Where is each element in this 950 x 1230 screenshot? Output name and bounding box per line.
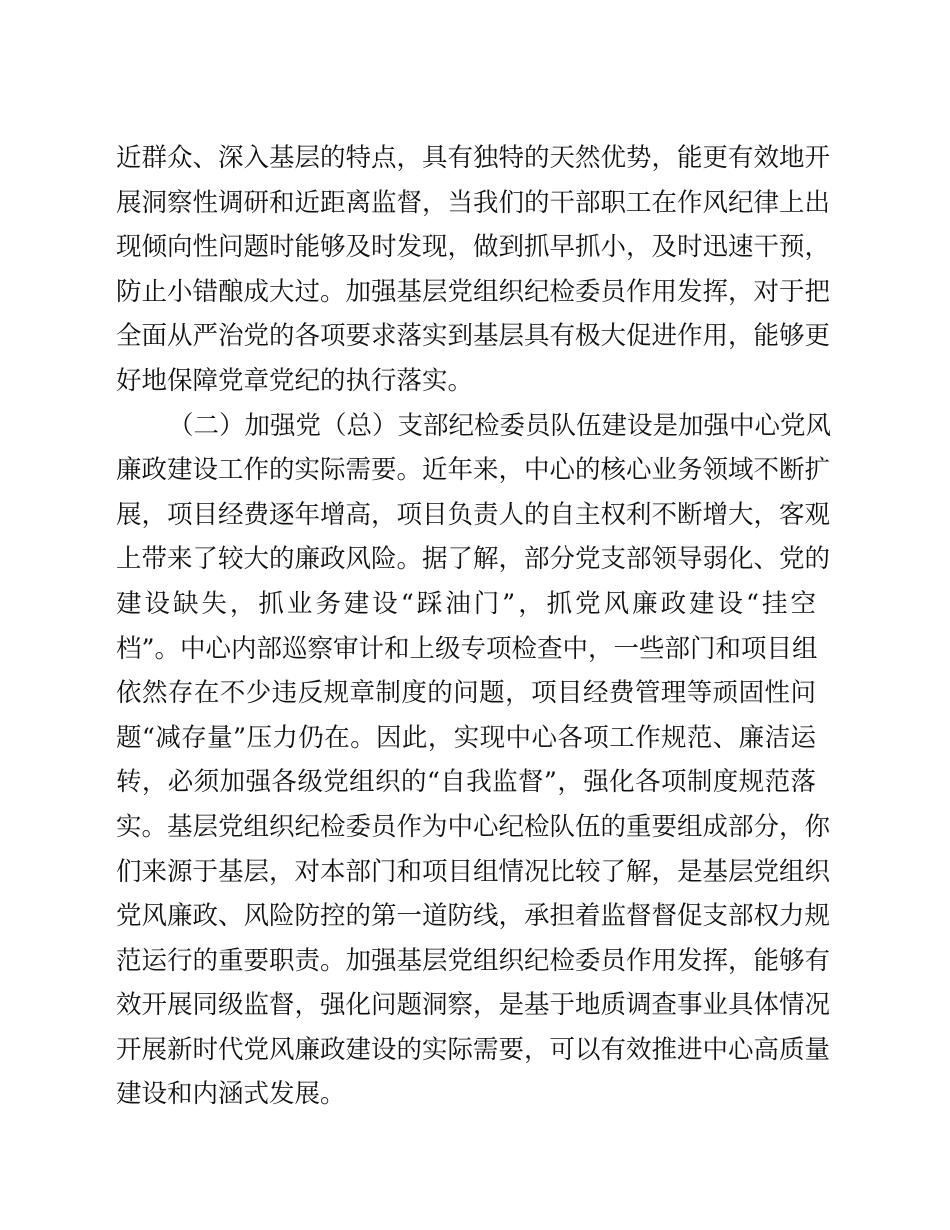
- text-line: 们来源于基层，对本部门和项目组情况比较了解，是基层党组织: [116, 856, 831, 887]
- text-line: 展洞察性调研和近距离监督，当我们的干部职工在作风纪律上出: [116, 187, 831, 218]
- paragraph-end-line: 好地保障党章党纪的执行落实。: [116, 365, 474, 396]
- text-line: 题“减存量”压力仍在。因此，实现中心各项工作规范、廉洁运: [116, 722, 816, 753]
- text-line: 展，项目经费逐年增高，项目负责人的自主权利不断增大，客观: [116, 499, 831, 530]
- text-line: 党风廉政、风险防控的第一道防线，承担着监督督促支部权力规: [116, 901, 831, 932]
- text-line: 实。基层党组织纪检委员作为中心纪检队伍的重要组成部分，你: [116, 811, 831, 842]
- text-line: 档”。中心内部巡察审计和上级专项检查中，一些部门和项目组: [116, 633, 818, 664]
- text-line: 全面从严治党的各项要求落实到基层具有极大促进作用，能够更: [116, 321, 831, 352]
- text-line: 上带来了较大的廉政风险。据了解，部分党支部领导弱化、党的: [116, 544, 831, 575]
- section-heading-line: （二）加强党（总）支部纪检委员队伍建设是加强中心党风: [168, 410, 832, 441]
- text-line: 防止小错酿成大过。加强基层党组织纪检委员作用发挥，对于把: [116, 276, 831, 307]
- paragraph-end-line: 建设和内涵式发展。: [116, 1079, 346, 1110]
- text-line: 开展新时代党风廉政建设的实际需要，可以有效推进中心高质量: [116, 1034, 831, 1065]
- document-body: [116, 136, 832, 1117]
- text-line: 现倾向性问题时能够及时发现，做到抓早抓小，及时迅速干预，: [116, 232, 831, 263]
- text-line: 效开展同级监督，强化问题洞察，是基于地质调查事业具体情况: [116, 990, 831, 1021]
- text-line: 建设缺失，抓业务建设“踩油门”，抓党风廉政建设“挂空: [116, 588, 816, 619]
- text-line: 依然存在不少违反规章制度的问题，项目经费管理等顽固性问: [116, 678, 816, 709]
- text-line: 范运行的重要职责。加强基层党组织纪检委员作用发挥，能够有: [116, 945, 831, 976]
- text-line: 转，必须加强各级党组织的“自我监督”，强化各项制度规范落: [116, 767, 816, 798]
- text-line: 廉政建设工作的实际需要。近年来，中心的核心业务领域不断扩: [116, 455, 831, 486]
- text-line: 近群众、深入基层的特点，具有独特的天然优势，能更有效地开: [116, 143, 831, 173]
